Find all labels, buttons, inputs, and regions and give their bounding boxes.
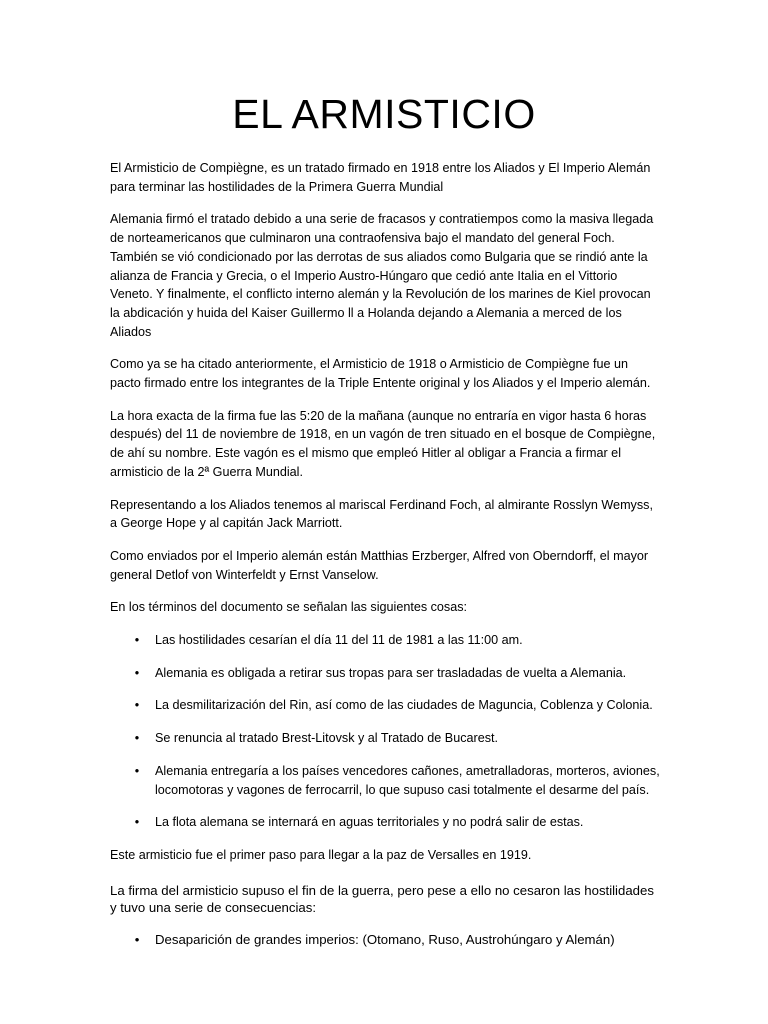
- paragraph-signing-time: La hora exacta de la firma fue las 5:20 de la mañana (aunque no entraría en vigor hasta 6 horas después) del 11 de noviembre de 1918, en un vagón de tren situado en el bosque de Compiègne, de ahí su nombre. Este vagón es el mismo que empleó Hitler al obligar a Francia a firmar el armisticio de la 2ª Guerra Mundial.: [110, 408, 656, 479]
- paragraph-terms-intro: En los términos del documento se señalan las siguientes cosas:: [110, 600, 468, 615]
- paragraph-versailles: Este armisticio fue el primer paso para llegar a la paz de Versalles en 1919.: [110, 847, 532, 862]
- list-item-text: Alemania es obligada a retirar sus tropas para ser trasladadas de vuelta a Alemania.: [155, 665, 627, 680]
- bullet-icon: •: [134, 633, 140, 648]
- paragraph-causes: Alemania firmó el tratado debido a una serie de fracasos y contratiempos como la masiva llegada de norteamericanos que culminaron una contraofensiva bajo el mandato del general Foch. También se vió condicionado por las derrotas de sus aliados como Bulgaria que se rindió ante la alianza de Francia y Grecia, o el Imperio Austro-Húngaro que cedió ante Italia en el Vittorio Veneto. Y finalmente, el conflicto interno alemán y la Revolución de los marines de Kiel provocan la abdicación y huida del Kaiser Guillermo ll a Holanda dejando a Alemania a merced de los Aliados: [110, 212, 654, 339]
- terms-list: [110, 631, 662, 832]
- list-item: [110, 729, 662, 748]
- list-item-text: La desmilitarización del Rin, así como de las ciudades de Maguncia, Coblenza y Colonia.: [155, 698, 653, 713]
- paragraph-german-envoys: Como enviados por el Imperio alemán están Matthias Erzberger, Alfred von Oberndorff, el mayor general Detlof von Winterfeldt y Ernst Vanselow.: [110, 548, 649, 582]
- list-item-text: Se renuncia al tratado Brest-Litovsk y al Tratado de Bucarest.: [155, 731, 499, 746]
- paragraph-allied-representatives: Representando a los Aliados tenemos al mariscal Ferdinand Foch, al almirante Rosslyn Wemyss, a George Hope y al capitán Jack Marriott.: [110, 497, 653, 531]
- bullet-icon: •: [134, 931, 140, 947]
- list-item-text: Las hostilidades cesarían el día 11 del 11 de 1981 a las 11:00 am.: [155, 633, 523, 648]
- list-item: [110, 631, 662, 650]
- list-item: [110, 696, 662, 715]
- consequences-list: [110, 931, 662, 949]
- list-item-text: Desaparición de grandes imperios: (Otomano, Ruso, Austrohúngaro y Alemán): [155, 931, 615, 947]
- document-body: [110, 159, 662, 948]
- page-title: EL ARMISTICIO: [232, 91, 536, 137]
- paragraph-consequences-intro: La firma del armisticio supuso el fin de la guerra, pero pese a ello no cesaron las hostilidades y tuvo una serie de consecuencias:: [110, 882, 654, 916]
- bullet-icon: •: [134, 731, 140, 746]
- list-item-text: La flota alemana se internará en aguas territoriales y no podrá salir de estas.: [155, 815, 584, 830]
- paragraph-pact: Como ya se ha citado anteriormente, el Armisticio de 1918 o Armisticio de Compiègne fue un pacto firmado entre los integrantes de la Triple Entente original y los Aliados y el Imperio alemán.: [110, 357, 651, 391]
- bullet-icon: •: [134, 763, 140, 778]
- list-item: [110, 813, 662, 832]
- bullet-icon: •: [134, 815, 140, 830]
- list-item: [110, 931, 662, 949]
- list-item-text: Alemania entregaría a los países vencedores cañones, ametralladoras, morteros, aviones, locomotoras y vagones de ferrocarril, lo que supuso casi totalmente el desarme del país.: [155, 763, 660, 797]
- list-item: [110, 762, 662, 799]
- bullet-icon: •: [134, 698, 140, 713]
- list-item: [110, 664, 662, 683]
- bullet-icon: •: [134, 665, 140, 680]
- paragraph-intro: El Armisticio de Compiègne, es un tratado firmado en 1918 entre los Aliados y El Imperio Alemán para terminar las hostilidades de la Primera Guerra Mundial: [110, 161, 651, 194]
